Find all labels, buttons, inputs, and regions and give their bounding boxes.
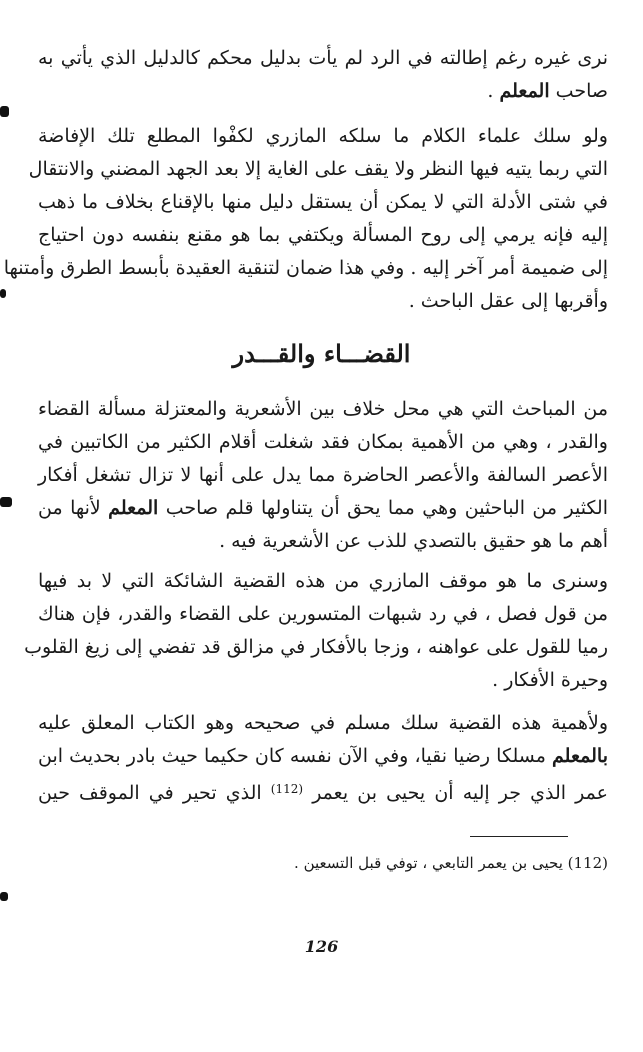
text-line: إليه فإنه يرمي إلى روح المسألة ويكتفي بما هو مقنع بنفسه دون احتياج — [38, 224, 608, 246]
page-number: 126 — [304, 937, 339, 956]
paragraph-2 — [3, 120, 608, 318]
text-line: وحيرة الأفكار . — [492, 669, 608, 691]
paragraph-3 — [38, 393, 608, 558]
footnote: (112) يحيى بن يعمر التابعي ، توفي قبل التسعين . — [294, 854, 608, 872]
paragraph-5 — [38, 707, 608, 810]
section-heading: القضـــاء والقـــدر — [232, 339, 411, 368]
scan-artifact — [0, 497, 12, 507]
paragraph-4 — [24, 565, 608, 697]
text-line: الكثير من الباحثين وهي مما يحق أن يتناولها قلم صاحب المعلم لأنها من — [38, 497, 608, 519]
text-line: نرى غيره رغم إطالته في الرد لم يأت بدليل محكم كالدليل الذي يأتي به — [38, 47, 608, 69]
text-line: ولو سلك علماء الكلام ما سلكه المازري لكفْوا المطلع تلك الإفاضة — [38, 125, 608, 147]
text-line: ولأهمية هذه القضية سلك مسلم في صحيحه وهو الكتاب المعلق عليه — [38, 712, 608, 734]
footnote-separator — [470, 836, 568, 837]
scan-artifact — [0, 106, 9, 117]
text-line: عمر الذي جر إليه أن يحيى بن يعمر $^{(112)}$ الذي تحير في الموقف حين — [38, 782, 608, 804]
text-line: من المباحث التي هي محل خلاف بين الأشعرية والمعتزلة مسألة القضاء — [38, 398, 608, 420]
scan-artifact — [0, 289, 6, 298]
footnote-reference: (112) — [270, 782, 304, 796]
text-line: من قول فصل ، في رد شبهات المتسورين على القضاء والقدر، فإن هناك — [38, 603, 608, 625]
scan-artifact — [0, 892, 8, 901]
bold-term: المعلم — [108, 497, 159, 519]
bold-term: بالمعلم — [552, 745, 608, 767]
text-line: صاحب المعلم . — [487, 80, 608, 102]
text-line: التي ربما يتيه فيها النظر ولا يقف على الغاية إلا بعد الجهد المضني والانتقال — [28, 158, 608, 180]
text-line: أهم ما هو حقيق بالتصدي للذب عن الأشعرية فيه . — [219, 530, 608, 552]
paragraph-1 — [38, 42, 608, 108]
text-line: والقدر ، وهي من الأهمية بمكان فقد شغلت أقلام الكثير من الكاتبين في — [38, 431, 608, 453]
text-line: في شتى الأدلة التي لا يمكن أن يستقل دليل منها بالإقناع بخلاف ما ذهب — [38, 191, 608, 213]
text-line: رميا للقول على عواهنه ، وزجا بالأفكار في مزالق قد تفضي إلى زيغ القلوب — [24, 636, 608, 658]
text-line: وأقربها إلى عقل الباحث . — [408, 290, 608, 312]
text-line: الأعصر السالفة والأعصر الحاضرة مما يدل على أنها لا تزال تشغل أفكار — [38, 464, 608, 486]
text-line: إلى ضميمة أمر آخر إليه . وفي هذا ضمان لتنقية العقيدة بأبسط الطرق وأمتنها — [3, 257, 608, 279]
text-line: وسنرى ما هو موقف المازري من هذه القضية الشائكة التي لا بد فيها — [38, 570, 608, 592]
bold-term: المعلم — [499, 80, 550, 102]
text-line: بالمعلم مسلكا رضيا نقيا، وفي الآن نفسه كان حكيما حيث بادر بحديث ابن — [38, 745, 608, 767]
